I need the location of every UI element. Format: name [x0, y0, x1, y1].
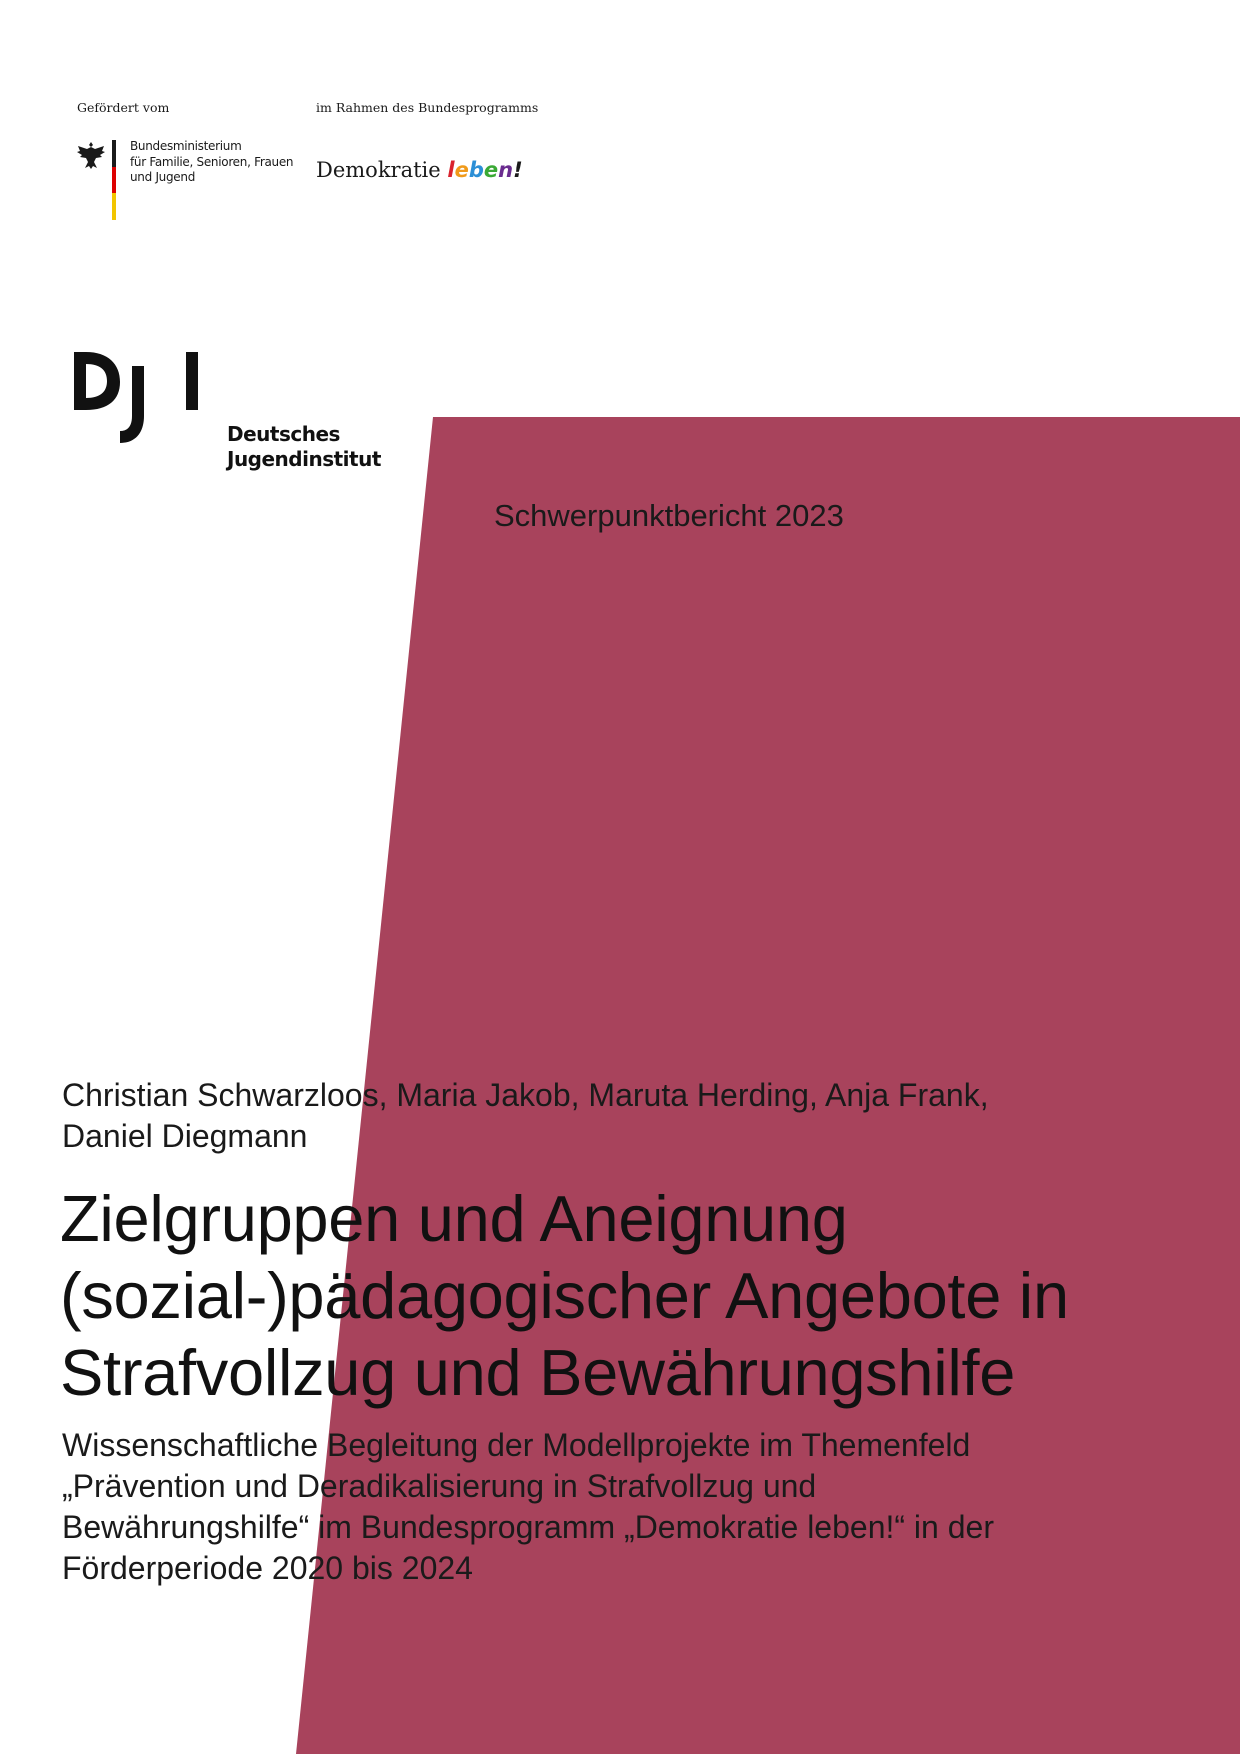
title-line: Strafvollzug und Bewährungshilfe: [60, 1336, 1016, 1409]
leben-letter: !: [513, 158, 523, 182]
page-title: [60, 1180, 1069, 1411]
authors: [62, 1075, 1182, 1157]
subtitle-line: „Prävention und Deradikalisierung in Strafvollzug und: [62, 1468, 817, 1504]
title-line: Zielgruppen und Aneignung: [60, 1182, 848, 1255]
dji-logo-icon: [74, 352, 204, 444]
publisher-name: [227, 422, 381, 472]
leben-letter: e: [483, 158, 499, 182]
leben-letter: e: [454, 158, 469, 182]
leben-letter: b: [468, 158, 484, 182]
funded-by-label: Gefördert vom: [77, 100, 170, 115]
author-line: Christian Schwarzloos, Maria Jakob, Maruta Herding, Anja Frank,: [62, 1077, 989, 1113]
author-line: Daniel Diegmann: [62, 1118, 308, 1154]
publisher-name-line: Jugendinstitut: [227, 447, 381, 471]
ministry-line: für Familie, Senioren, Frauen: [130, 154, 294, 169]
ministry-line: Bundesministerium: [130, 139, 242, 153]
subtitle-line: Bewährungshilfe“ im Bundesprogramm „Demokratie leben!“ in der: [62, 1509, 994, 1545]
title-line: (sozial-)pädagogischer Angebote in: [60, 1259, 1069, 1332]
program-name-highlight: [447, 158, 522, 182]
federal-eagle-icon: [75, 140, 107, 170]
ministry-line: und Jugend: [130, 170, 196, 184]
leben-letter: l: [447, 158, 455, 182]
subtitle: [62, 1425, 994, 1589]
subtitle-line: Wissenschaftliche Begleitung der Modellprojekte im Themenfeld: [62, 1427, 971, 1463]
ministry-name: [130, 139, 293, 186]
program-label: im Rahmen des Bundesprogramms: [316, 100, 539, 115]
german-flag-bar: [112, 140, 116, 220]
subtitle-line: Förderperiode 2020 bis 2024: [62, 1550, 473, 1586]
program-name-prefix: Demokratie: [316, 158, 441, 182]
report-type: Schwerpunktbericht 2023: [494, 498, 844, 533]
demokratie-leben-logo: [316, 158, 523, 182]
leben-letter: n: [498, 158, 514, 182]
publisher-name-line: Deutsches: [227, 422, 340, 446]
